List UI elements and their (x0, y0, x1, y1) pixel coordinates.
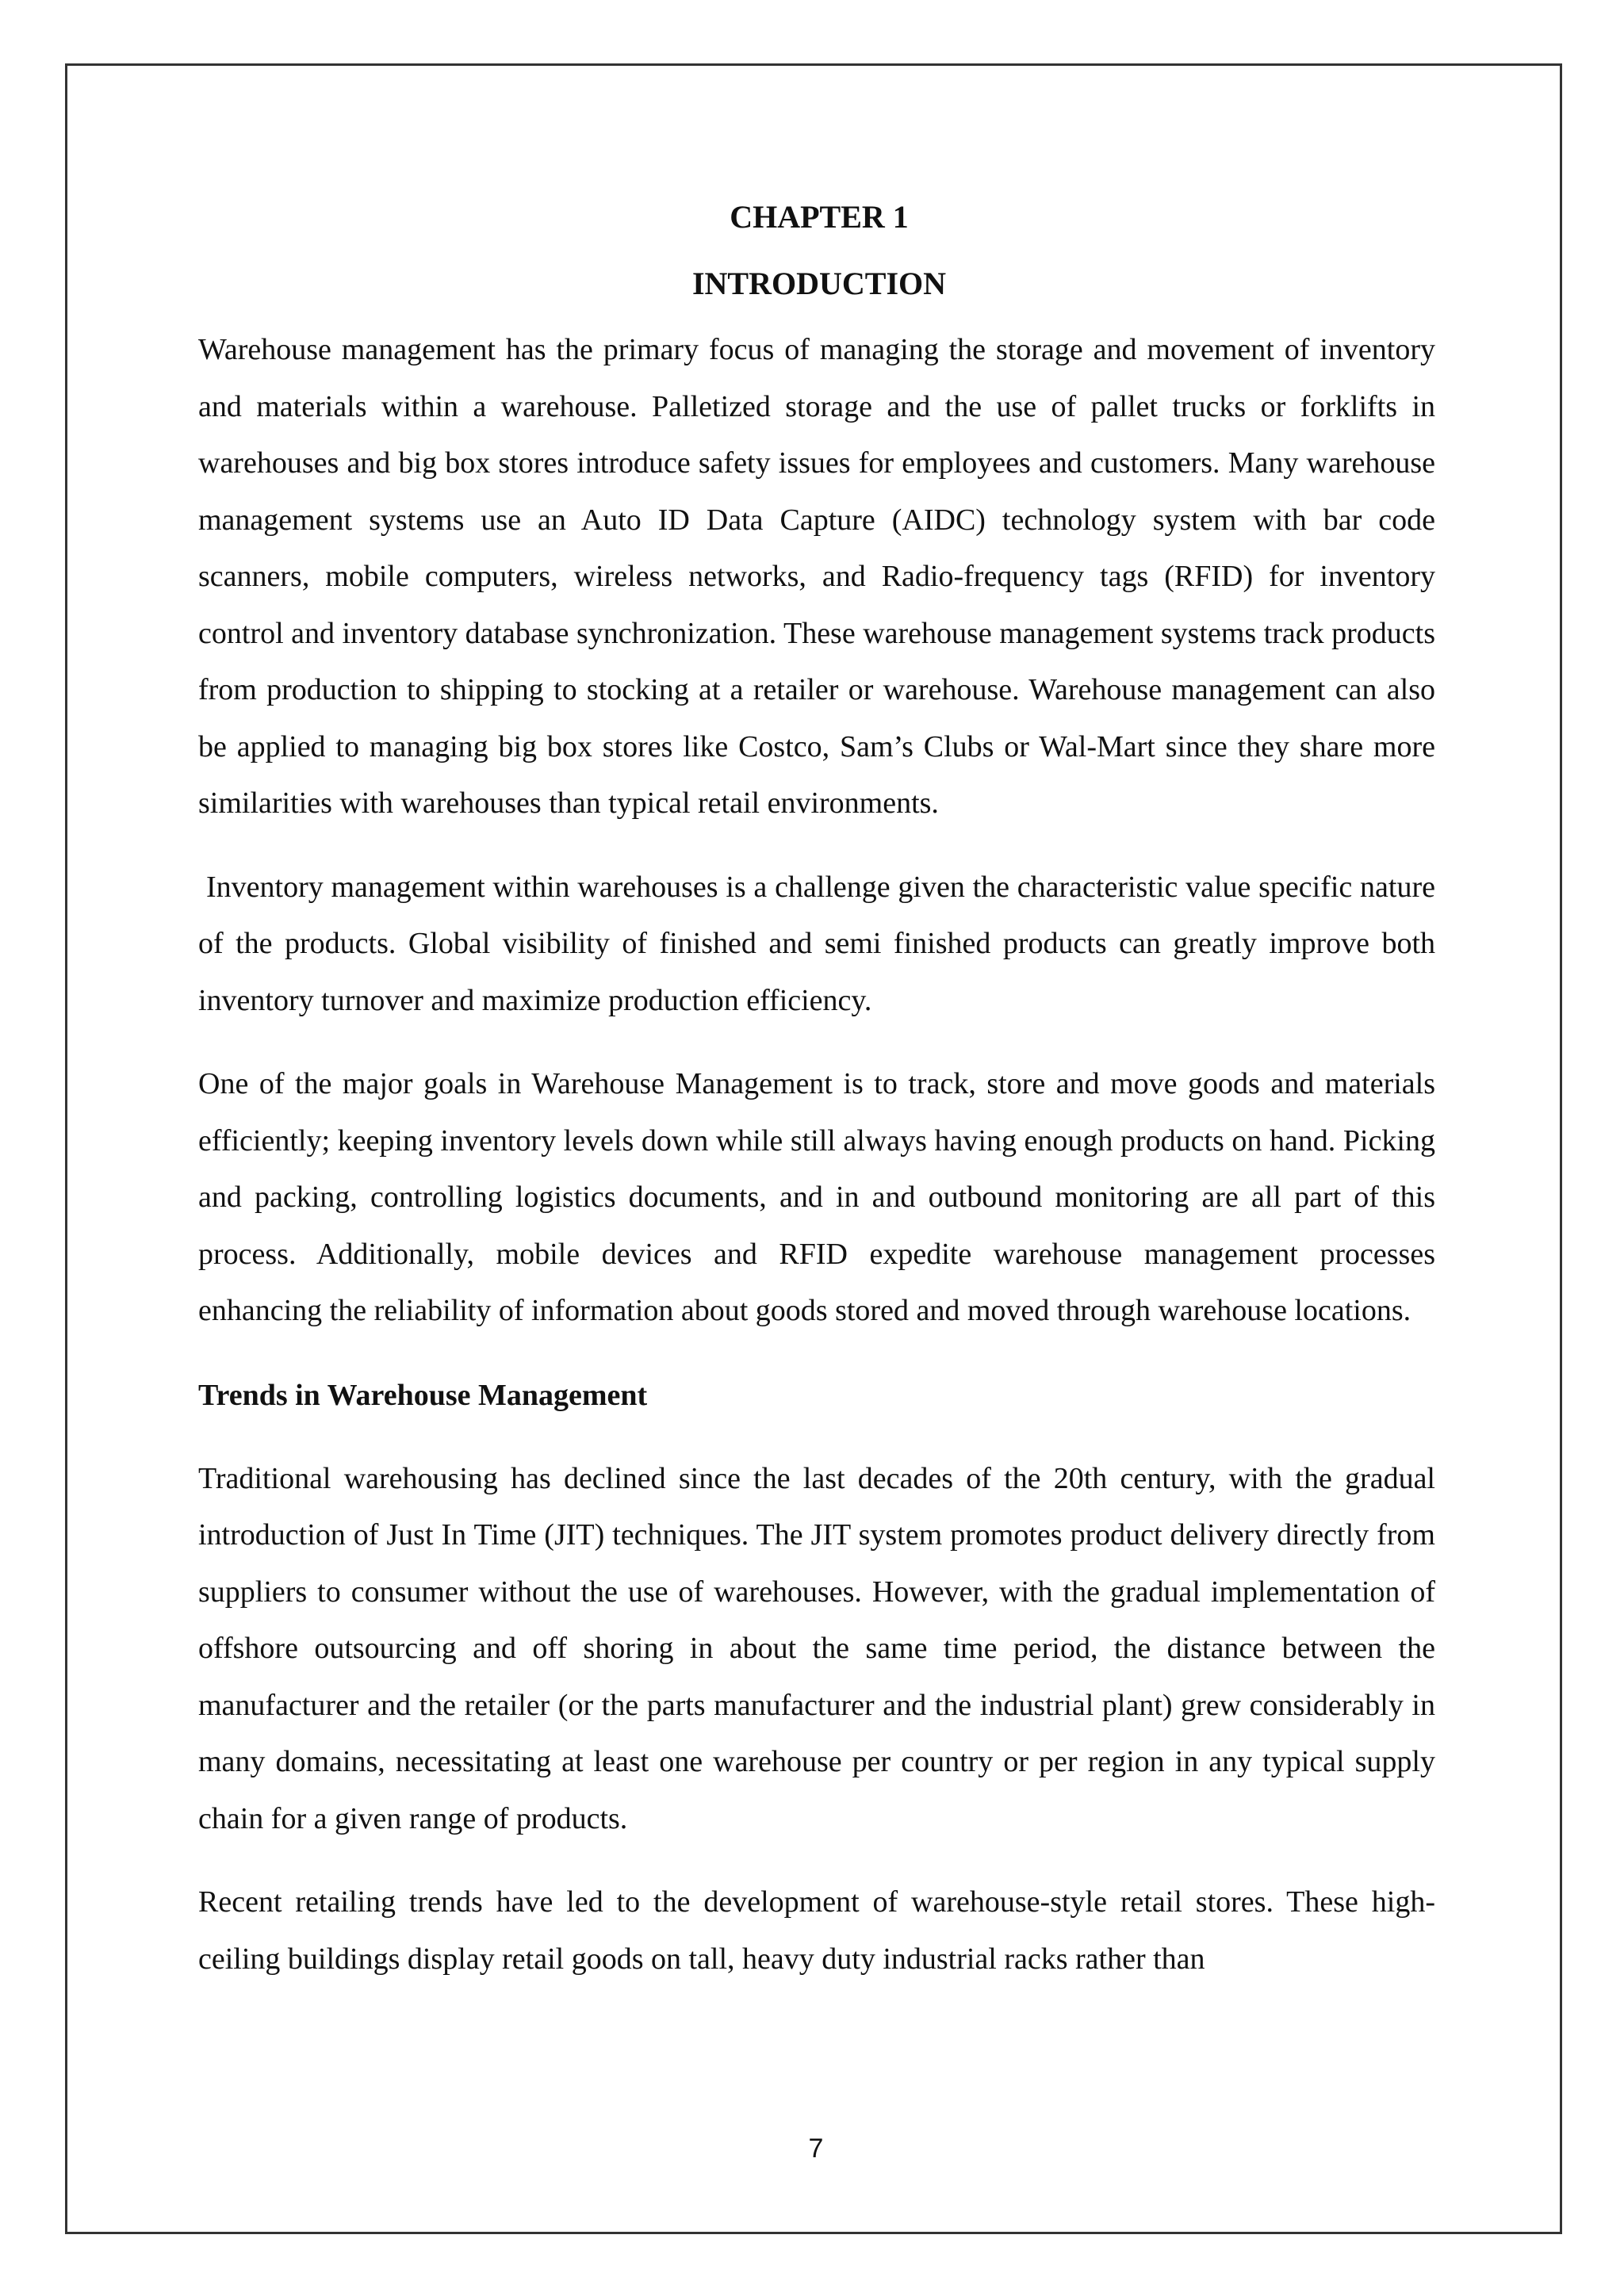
document-body (198, 187, 1435, 2015)
paragraph-traditional-warehousing: Traditional warehousing has declined since the last decades of the 20th century, with the gradual introduction of Just In Time (JIT) techniques. The JIT system promotes product delivery directly from suppliers to consumer without the use of warehouses. However, with the gradual implementation of offshore outsourcing and off shoring in about the same time period, the distance between the manufacturer and the retailer (or the parts manufacturer and the industrial plant) grew considerably in many domains, necessitating at least one warehouse per country or per region in any typical supply chain for a given range of products. (198, 1461, 1435, 1835)
paragraph-major-goals: One of the major goals in Warehouse Management is to track, store and move goods and materials efficiently; keeping inventory levels down while still always having enough products on hand. Picking and packing, controlling logistics documents, and in and outbound monitoring are all part of this process. Additionally, mobile devices and RFID expedite warehouse management processes enhancing the reliability of information about goods stored and moved through warehouse locations. (198, 1067, 1435, 1327)
paragraph-retailing-trends: Recent retailing trends have led to the development of warehouse-style retail stores. These high-ceiling buildings display retail goods on tall, heavy duty industrial racks rather than (198, 1885, 1435, 1976)
page-number: 7 (808, 2133, 824, 2164)
paragraph-warehouse-management: Warehouse management has the primary focus of managing the storage and movement of inventory and materials within a warehouse. Palletized storage and the use of pallet trucks or forklifts in warehouses and big box stores introduce safety issues for employees and customers. Many warehouse management systems use an Auto ID Data Capture (AIDC) technology system with bar code scanners, mobile computers, wireless networks, and Radio-frequency tags (RFID) for inventory control and inventory database synchronization. These warehouse management systems track products from production to shipping to stocking at a retailer or warehouse. Warehouse management can also be applied to managing big box stores like Costco, Sam’s Clubs or Wal-Mart since they share more similarities with warehouses than typical retail environments. (198, 333, 1435, 820)
chapter-label: CHAPTER 1 (730, 199, 909, 235)
chapter-title: INTRODUCTION (691, 266, 947, 301)
section-heading-trends: Trends in Warehouse Management (198, 1378, 648, 1412)
paragraph-inventory-management: Inventory management within warehouses is a challenge given the characteristic value specific nature of the products. Global visibility of finished and semi finished products can greatly improve both inventory turnover and maximize production efficiency. (198, 870, 1435, 1017)
